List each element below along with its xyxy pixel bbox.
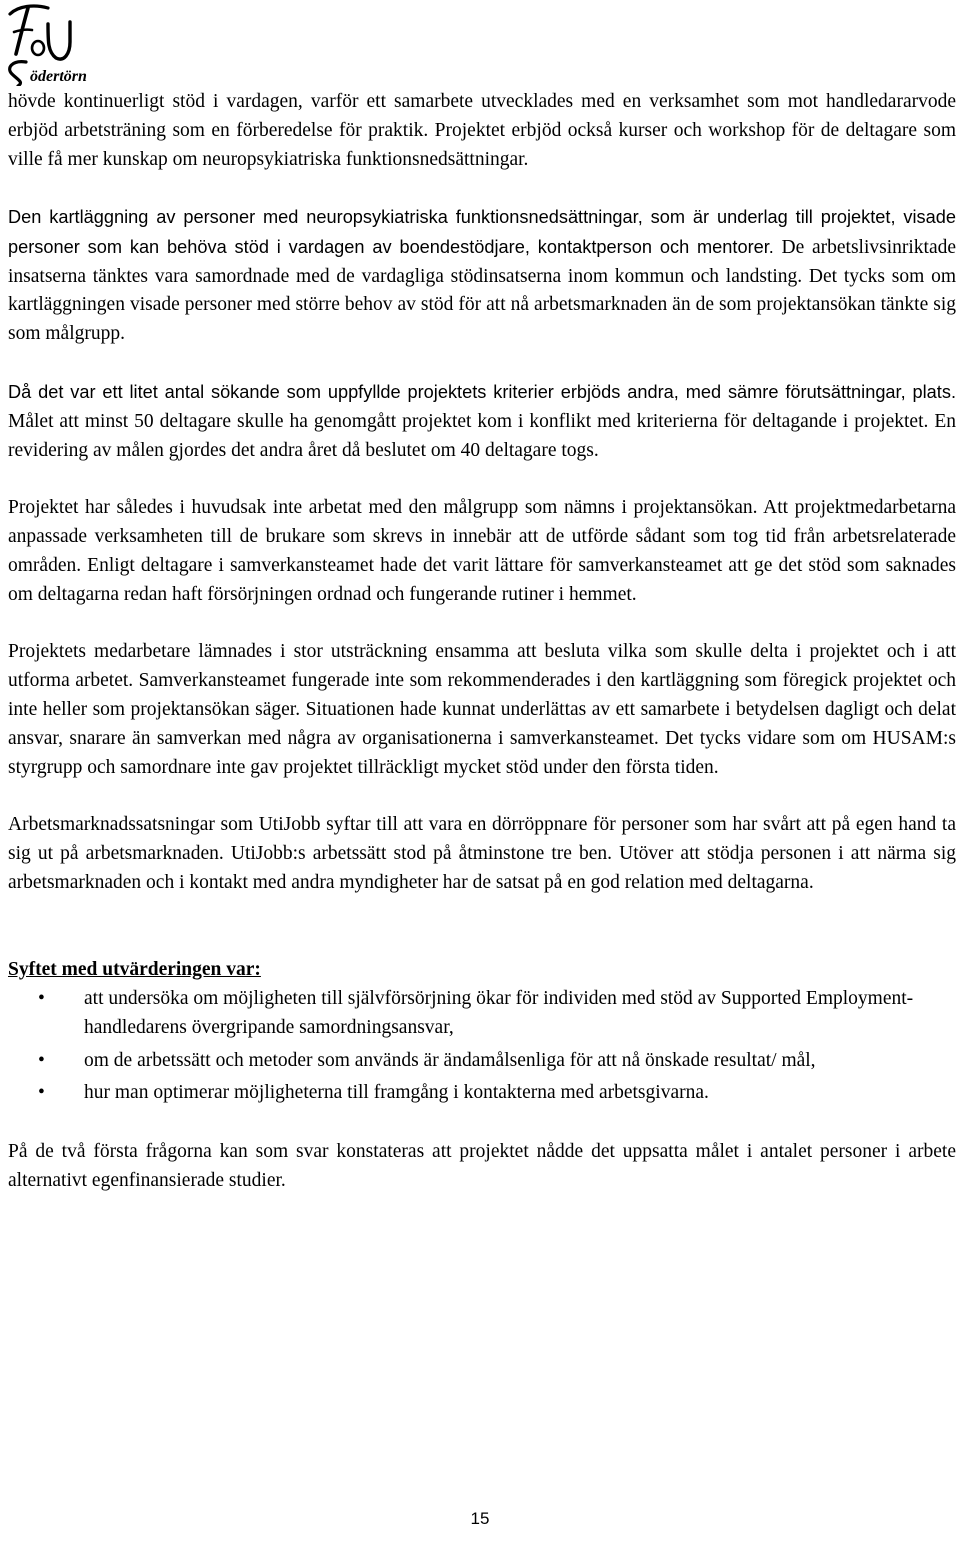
aims-item-text: hur man optimerar möjligheterna till framgång i kontakterna med arbetsgivarna.	[84, 1082, 709, 1104]
paragraph-3-sans-part: Då det var ett litet antal sökande som uppfyllde projektets kriterier erbjöds andra, med sämre förutsättningar, plats.	[8, 381, 956, 402]
logo-text-bottom: ödertörn	[30, 68, 87, 85]
aims-list	[8, 985, 956, 1109]
aims-list-item	[8, 985, 956, 1043]
paragraph-4: Projektet har således i huvudsak inte arbetat med den målgrupp som nämns i projektansökan. Att projektmedarbetarna anpassade verksamheten till de brukare som skrevs in innebär att de utförde sådant som tog tid från arbetsrelaterade områden. Enligt deltagare i samverkansteamet hade det varit lättare för samverkansteamet att ge det stöd som saknades om deltagarna redan haft försörjningen ordnad och fungerande rutiner i hemmet.	[8, 496, 956, 605]
page-number: 15	[470, 1509, 490, 1528]
aims-item-text: att undersöka om möjligheten till självförsörjning ökar för individen med stöd av Supported Employment-handledarens övergripande samordningsansvar,	[84, 987, 914, 1038]
closing-paragraph: På de två första frågorna kan som svar konstateras att projektet nådde det uppsatta målet i antalet personer i arbete alternativt egenfinansierade studier.	[8, 1141, 956, 1192]
bullet-icon: •	[38, 987, 45, 1009]
paragraph-2-sans-part: Den kartläggning av personer med neuropsykiatriska funktionsnedsättningar, som är underlag till projektet, visade personer som kan behöva stöd i vardagen av boendestödjare, kontaktperson och mentorer.	[8, 206, 956, 257]
paragraph-3	[8, 378, 956, 466]
paragraph-6: Arbetsmarknadssatsningar som UtiJobb syftar till att vara en dörröppnare för personer som har svårt att på egen hand ta sig ut på arbetsmarknaden. UtiJobb:s arbetssätt stod på åtminstone tre ben. Utöver att stödja personen i att närma sig arbetsmarknaden och i kontakt med andra myndigheter har de satsat på en god relation med deltagarna.	[8, 814, 956, 893]
paragraph-2-serif-part: De arbetslivsinriktade insatserna tänktes vara samordnade med de vardagliga stödinsatserna inom kommun och landsting. Det tycks som om kartläggningen visade personer med större behov av stöd för att nå arbetsmarknaden än de som projektansökan tänkte sig som målgrupp.	[8, 236, 957, 345]
bullet-icon: •	[38, 1049, 45, 1071]
aims-list-item	[8, 1079, 956, 1108]
paragraph-3-serif-part: Målet att minst 50 deltagare skulle ha genomgått projektet kom i konflikt med kriterierna för deltagande i projektet. En revidering av målen gjordes det andra året då beslutet om 40 deltagare togs.	[8, 410, 956, 461]
paragraph-5: Projektets medarbetare lämnades i stor utsträckning ensamma att besluta vilka som skulle delta i projektet och i att utforma arbetet. Samverkansteamet fungerade inte som rekommenderades i den kartläggning som föregick projektet och inte heller som projektansökan säger. Situationen hade kunnat underlättas av ett samarbete i betydelsen dagligt och delat ansvar, snarare än samverkan med några av organisationerna i samverkansteamet. Det tycks vidare som om HUSAM:s styrgrupp och samordnare inte gav projektet tillräckligt mycket stöd under den första tiden.	[8, 641, 956, 778]
logo-graphic	[4, 2, 94, 86]
paragraph-2	[8, 203, 956, 350]
aims-heading: Syftet med utvärderingen var:	[8, 958, 261, 980]
fou-sodertorn-logo	[4, 2, 94, 86]
document-body	[8, 88, 956, 1196]
aims-item-text: om de arbetssätt och metoder som används är ändamålsenliga för att nå önskade resultat/ mål,	[84, 1049, 816, 1071]
bullet-icon: •	[38, 1082, 45, 1104]
paragraph-1: hövde kontinuerligt stöd i vardagen, varför ett samarbete utvecklades med en verksamhet som mot handledararvode erbjöd arbetsträning som en förberedelse för praktik. Projektet erbjöd också kurser och workshop för de deltagare som ville få mer kunskap om neuropsykiatriska funktionsnedsättningar.	[8, 91, 956, 170]
aims-list-item	[8, 1047, 956, 1076]
